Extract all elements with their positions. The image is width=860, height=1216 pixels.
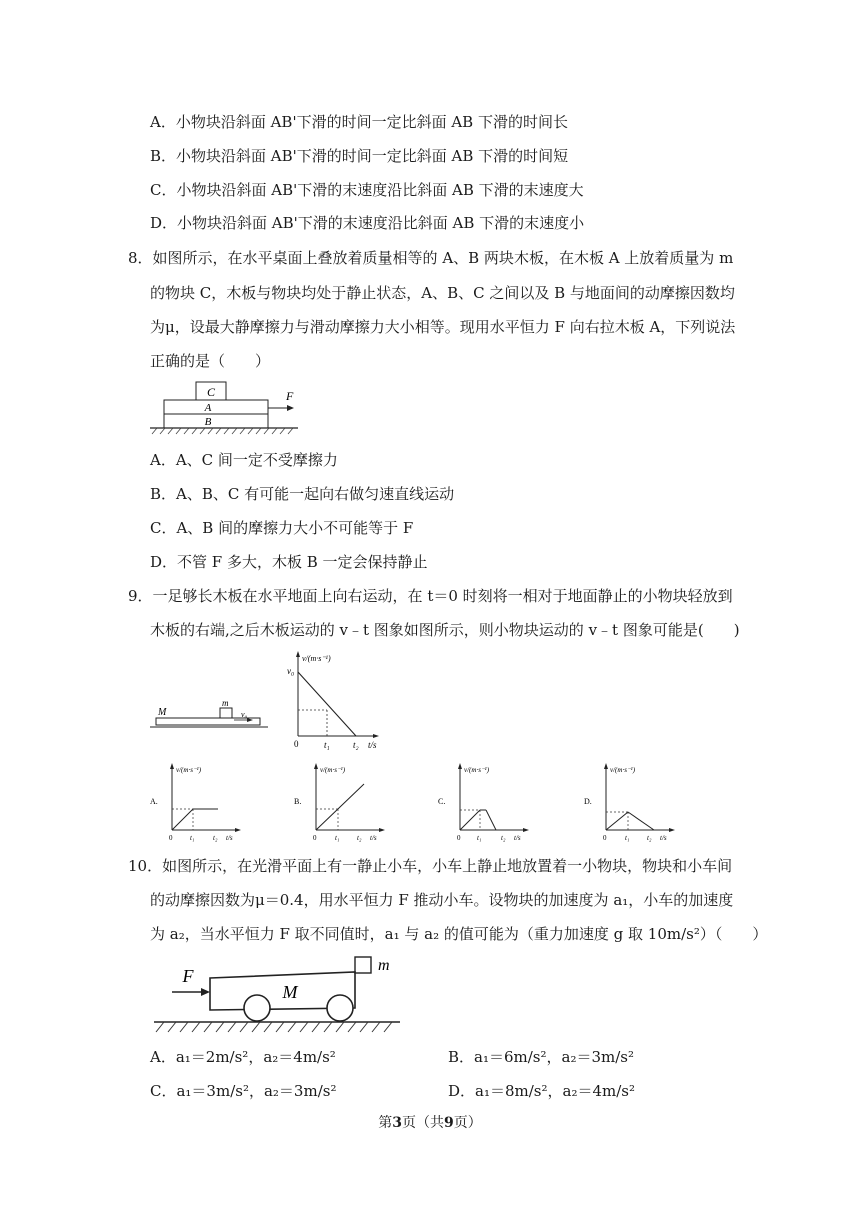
q8-stem-line-2: 的物块 C，木板与物块均处于静止状态，A、B、C 之间以及 B 与地面间的动摩擦因数均 [150, 284, 735, 302]
q10-label-f: F [182, 966, 194, 986]
page-footer [0, 1112, 860, 1132]
q8-label-c: C [206, 385, 216, 399]
q9-main-ylabel: v/(m·s⁻¹) [302, 654, 331, 663]
footer-suffix: 页） [453, 1115, 482, 1131]
q9-opt-a-ylabel: v/(m·s⁻¹) [176, 766, 202, 774]
q10-label-small-m: m [378, 957, 390, 974]
q10-label-big-m: M [282, 982, 298, 1002]
q8-label-f: F [286, 389, 294, 403]
q9-opt-c-origin: 0 [457, 834, 461, 842]
q10-option-d: D．a₁＝8m/s²，a₂＝4m/s² [448, 1082, 636, 1100]
q8-stem-line-1: 8．如图所示，在水平桌面上叠放着质量相等的 A、B 两块木板，在木板 A 上放着质量为 m [128, 249, 734, 267]
q9-label-block-m: m [222, 698, 229, 708]
q9-opt-c-xlabel: t/s [514, 834, 521, 842]
q9-opt-d-origin: 0 [603, 834, 607, 842]
q10-stem-line-3: 为 a₂，当水平恒力 F 取不同值时，a₁ 与 a₂ 的值可能为（重力加速度 g 取 10m/s²）（ ） [150, 925, 768, 943]
q9-opt-c-letter: C. [438, 797, 446, 806]
footer-total-pages: 9 [444, 1115, 454, 1131]
q9-opt-d-letter: D. [584, 797, 592, 806]
q8-stem-line-4: 正确的是（ ） [150, 352, 271, 370]
q9-opt-a-letter: A. [150, 797, 158, 806]
q9-opt-d-ylabel: v/(m·s⁻¹) [610, 766, 636, 774]
footer-prefix: 第 [378, 1115, 393, 1131]
q8-option-d: D．不管 F 多大，木板 B 一定会保持静止 [150, 553, 428, 571]
footer-page-number: 3 [392, 1115, 402, 1131]
q10-option-c: C．a₁＝3m/s²，a₂＝3m/s² [150, 1082, 337, 1100]
q10-stem-line-1: 10．如图所示，在光滑平面上有一静止小车，小车上静止地放置着一小物块，物块和小车间 [128, 857, 733, 875]
q10-option-b: B．a₁＝6m/s²，a₂＝3m/s² [448, 1048, 634, 1066]
q9-main-origin: 0 [294, 739, 299, 749]
q7-option-a: A．小物块沿斜面 AB'下滑的时间一定比斜面 AB 下滑的时间长 [150, 113, 568, 131]
q9-opt-a-origin: 0 [169, 834, 173, 842]
q9-main-v0-label: v₀ [287, 666, 295, 676]
q9-option-a-graph [148, 760, 248, 846]
q8-stacked-boards-figure [148, 378, 308, 436]
q9-opt-b-ylabel: v/(m·s⁻¹) [320, 766, 346, 774]
q7-option-d: D．小物块沿斜面 AB'下滑的末速度沿比斜面 AB 下滑的末速度小 [150, 214, 585, 232]
q8-option-a: A．A、C 间一定不受摩擦力 [150, 451, 338, 469]
q9-opt-a-t2: t₂ [213, 834, 218, 842]
q9-opt-b-xlabel: t/s [370, 834, 377, 842]
q10-stem-line-2: 的动摩擦因数为μ＝0.4，用水平恒力 F 推动小车。设物块的加速度为 a₁，小车的加速度 [150, 891, 734, 909]
q9-opt-c-t2: t₂ [501, 834, 506, 842]
q9-opt-c-ylabel: v/(m·s⁻¹) [464, 766, 490, 774]
q9-opt-a-t1: t₁ [190, 834, 195, 842]
q10-cart-figure [150, 952, 410, 1036]
q7-option-c: C．小物块沿斜面 AB'下滑的末速度沿比斜面 AB 下滑的末速度大 [150, 181, 584, 199]
q9-option-b-graph [292, 760, 392, 846]
q9-label-board-m: M [158, 707, 167, 718]
q8-label-a: A [204, 402, 212, 414]
q9-board-block-figure [150, 698, 270, 734]
q9-opt-a-xlabel: t/s [226, 834, 233, 842]
q9-main-xlabel: t/s [368, 740, 377, 750]
q8-option-c: C．A、B 间的摩擦力大小不可能等于 F [150, 519, 414, 537]
q9-main-t1: t₁ [324, 740, 330, 750]
q9-opt-b-origin: 0 [313, 834, 317, 842]
q9-opt-b-letter: B. [294, 797, 302, 806]
q8-option-b: B．A、B、C 有可能一起向右做匀速直线运动 [150, 485, 455, 503]
q9-main-t2: t₂ [353, 740, 359, 750]
q8-stem-line-3: 为μ，设最大静摩擦力与滑动摩擦力大小相等。现用水平恒力 F 向右拉木板 A，下列说法 [150, 318, 736, 336]
q9-stem-line-2: 木板的右端,之后木板运动的 v﹣t 图象如图所示，则小物块运动的 v﹣t 图象可能是( ) [150, 621, 740, 639]
q9-opt-b-t2: t₂ [357, 834, 362, 842]
q10-option-a: A．a₁＝2m/s²，a₂＝4m/s² [150, 1048, 336, 1066]
q9-option-d-graph [582, 760, 682, 846]
q9-opt-b-t1: t₁ [335, 834, 340, 842]
q9-option-c-graph [436, 760, 536, 846]
q9-board-vt-graph [280, 648, 390, 754]
q7-option-b: B．小物块沿斜面 AB'下滑的时间一定比斜面 AB 下滑的时间短 [150, 147, 569, 165]
q9-stem-line-1: 9．一足够长木板在水平地面上向右运动，在 t＝0 时刻将一相对于地面静止的小物块轻放到 [128, 587, 733, 605]
q9-label-v0: v₀ [241, 710, 248, 719]
q9-opt-d-t1: t₁ [625, 834, 630, 842]
q9-opt-d-xlabel: t/s [660, 834, 667, 842]
footer-middle: 页（共 [402, 1115, 444, 1131]
q9-opt-c-t1: t₁ [477, 834, 482, 842]
q9-opt-d-t2: t₂ [647, 834, 652, 842]
q8-label-b: B [204, 416, 212, 428]
